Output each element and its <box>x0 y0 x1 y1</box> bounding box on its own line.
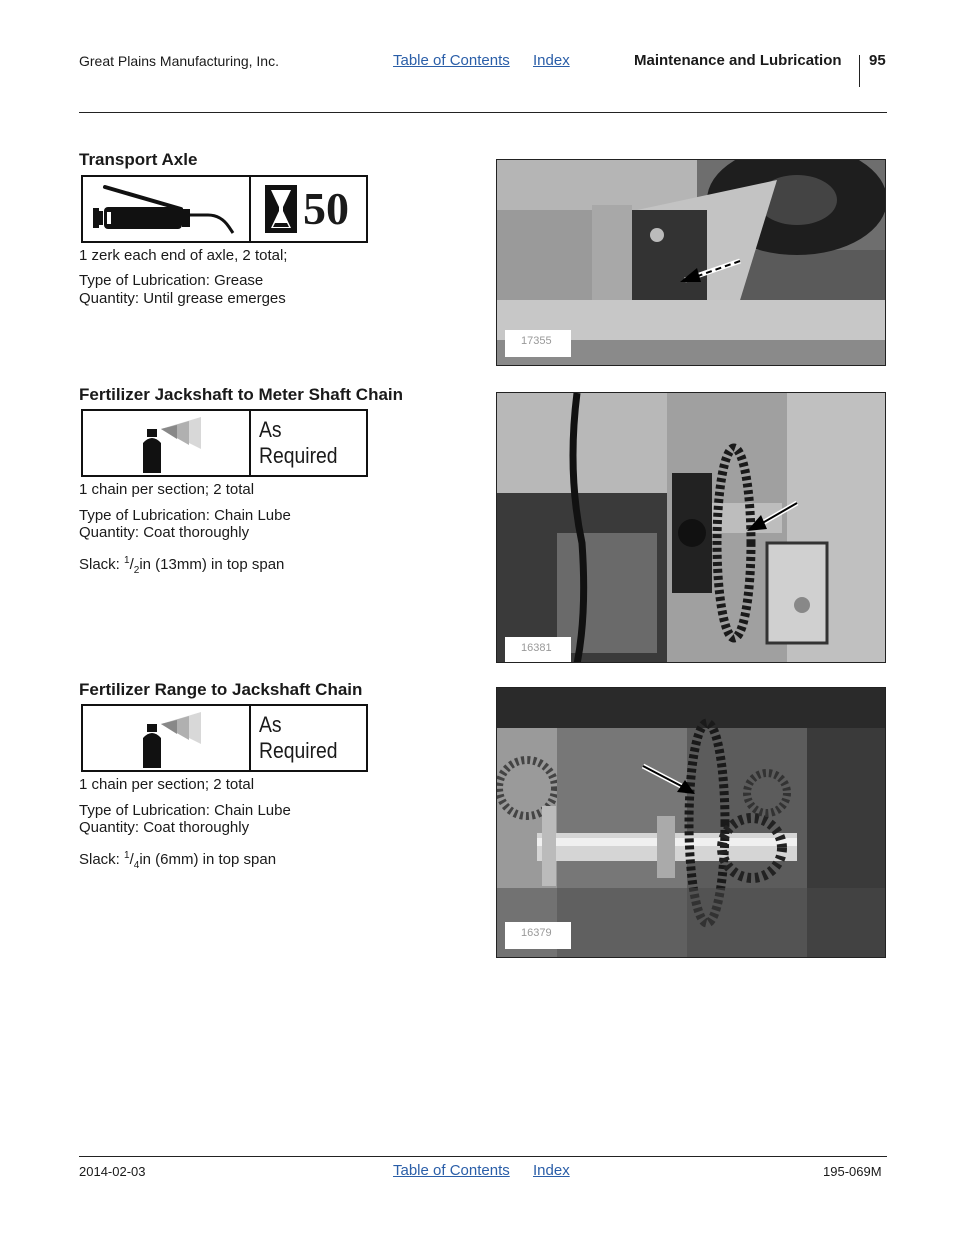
hourglass-icon <box>265 185 297 233</box>
lube-chart-transport-axle <box>81 175 368 243</box>
header-rule <box>79 112 887 113</box>
footer-rule <box>79 1156 887 1157</box>
footer-date: 2014-02-03 <box>79 1164 146 1179</box>
text-lube-type: Type of Lubrication: Grease <box>79 272 264 289</box>
text-chain-count: 1 chain per section; 2 total <box>79 481 255 498</box>
header-index-link[interactable]: Index <box>533 52 570 69</box>
page-number: 95 <box>869 52 886 69</box>
interval-as-required: As Required <box>259 712 338 763</box>
figure-number: 16379 <box>505 922 571 949</box>
text-lube-type: Type of Lubrication: Chain Lube <box>79 802 291 819</box>
text-chain-count: 1 chain per section; 2 total <box>79 776 255 793</box>
text-slack: Slack: $^1/_4in$ (6mm) in top span <box>79 850 277 871</box>
footer-toc-link[interactable]: Table of Contents <box>393 1162 510 1179</box>
section-name: Maintenance and Lubrication <box>634 52 842 69</box>
text-quantity: Quantity: Until grease emerges <box>79 290 286 307</box>
header-divider <box>859 55 860 87</box>
photo-transport-axle <box>496 159 886 366</box>
interval-as-required: As Required <box>259 417 338 468</box>
interval-hours: 50 <box>303 183 349 234</box>
figure-number: 17355 <box>505 330 571 357</box>
grease-gun-icon <box>83 177 251 241</box>
spray-can-icon <box>141 708 205 770</box>
text-zerk-count: 1 zerk each end of axle, 2 total; <box>79 247 288 264</box>
section-title-range-jackshaft-chain: Fertilizer Range to Jackshaft Chain <box>79 680 363 699</box>
text-quantity: Quantity: Coat thoroughly <box>79 524 250 541</box>
section-title-jackshaft-meter-chain: Fertilizer Jackshaft to Meter Shaft Chain <box>79 385 404 404</box>
text-slack: Slack: $^1/_2in$ (13mm) in top span <box>79 555 285 576</box>
lube-chart-jackshaft-meter-chain <box>81 409 368 477</box>
spray-can-icon <box>141 413 205 475</box>
text-quantity: Quantity: Coat thoroughly <box>79 819 250 836</box>
header-toc-link[interactable]: Table of Contents <box>393 52 510 69</box>
section-title-transport-axle: Transport Axle <box>79 150 198 169</box>
doc-number: 195-069M <box>823 1164 882 1179</box>
lube-chart-range-jackshaft-chain <box>81 704 368 772</box>
footer-index-link[interactable]: Index <box>533 1162 570 1179</box>
figure-number: 16381 <box>505 637 571 663</box>
photo-range-jackshaft-chain <box>496 687 886 958</box>
text-lube-type: Type of Lubrication: Chain Lube <box>79 507 291 524</box>
photo-jackshaft-meter-chain <box>496 392 886 663</box>
company-name: Great Plains Manufacturing, Inc. <box>79 53 279 69</box>
